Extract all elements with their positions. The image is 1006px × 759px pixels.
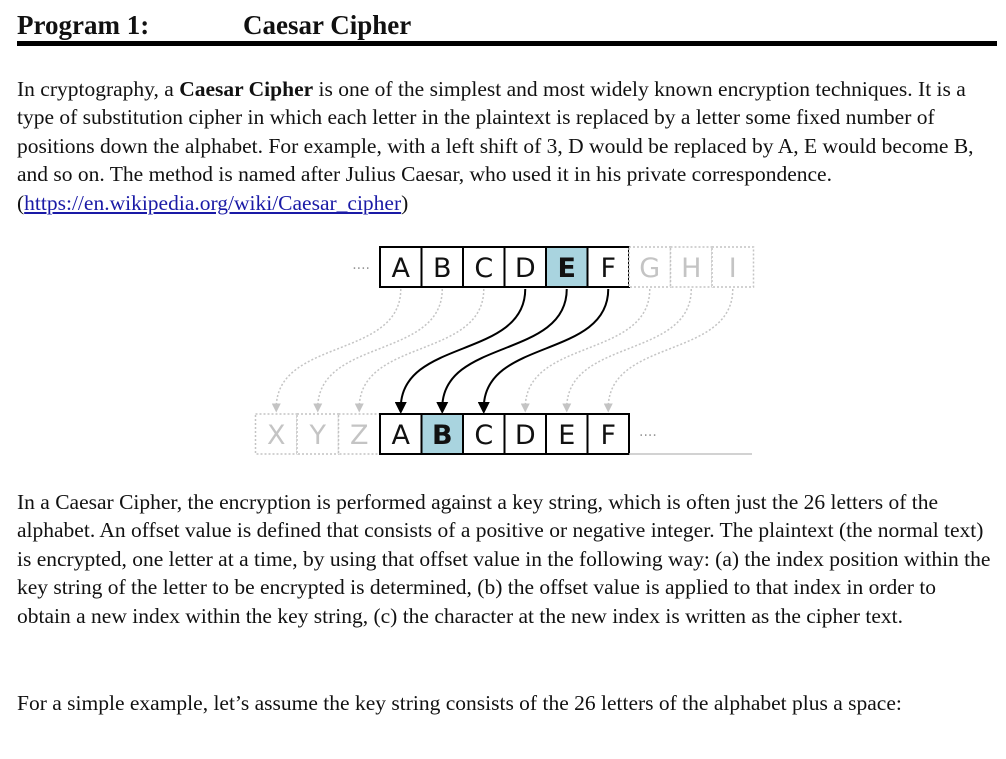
trailing-dots: ····	[639, 428, 657, 444]
intro-paragraph	[17, 75, 992, 217]
letter-label: Z	[350, 420, 369, 451]
intro-text-2: is one of the simplest and most widely known encryption techniques. It is a type of substitution cipher in which each letter in the plaintext is replaced by a letter some fixed number of positions down the alphabet. For example, with a left shift of 3, D would be replaced by A, E would become B, and so on. The method is named after Julius Caesar, who used it in his private correspondence. (	[17, 77, 974, 215]
faded-shift-arrow	[276, 289, 401, 408]
leading-dots: ····	[352, 261, 370, 277]
letter-label: H	[681, 253, 702, 284]
letter-label: F	[600, 253, 617, 284]
letter-label: E	[558, 420, 576, 451]
letter-label: B	[432, 253, 452, 284]
letter-label: I	[728, 253, 737, 284]
program-header	[17, 8, 997, 46]
faded-shift-arrow	[608, 289, 733, 408]
letter-label: B	[431, 420, 453, 451]
program-title: Caesar Cipher	[243, 10, 412, 40]
letter-label: D	[514, 253, 536, 284]
intro-text-1: In cryptography, a	[17, 77, 180, 101]
program-label: Program 1:	[17, 10, 150, 40]
faded-shift-arrow	[567, 289, 692, 408]
letter-label: E	[557, 253, 576, 284]
letter-label: D	[514, 420, 536, 451]
letter-label: A	[391, 420, 410, 451]
intro-text-3: )	[401, 190, 409, 215]
wikipedia-link[interactable]: https://en.wikipedia.org/wiki/Caesar_cipher	[24, 190, 402, 215]
caesar-cipher-term: Caesar Cipher	[179, 77, 314, 101]
cipher-alphabet-row	[256, 414, 753, 454]
letter-label: F	[600, 420, 617, 451]
letter-label: C	[474, 253, 494, 284]
letter-label: X	[267, 420, 286, 451]
letter-label: Y	[309, 420, 326, 451]
letter-label: G	[639, 253, 661, 284]
faded-shift-arrow	[318, 289, 443, 408]
shift-arrows	[276, 289, 733, 408]
caesar-shift-diagram	[267, 240, 760, 460]
plain-alphabet-row	[352, 247, 753, 287]
encryption-explanation-paragraph: In a Caesar Cipher, the encryption is performed against a key string, which is often just the 26 letters of the alphabet. An offset value is defined that consists of a positive or negative integer. The plaintext (the normal text) is encrypted, one letter at a time, by using that offset value in the following way: (a) the index position within the key string of the letter to be encrypted is determined, (b) the offset value is applied to that index in order to obtain a new index within the key string, (c) the character at the new index is written as the cipher text.	[17, 490, 991, 628]
key-string-example-paragraph: For a simple example, let’s assume the key string consists of the 26 letters of the alphabet plus a space:	[17, 691, 902, 715]
letter-label: A	[391, 253, 410, 284]
letter-label: C	[474, 420, 494, 451]
